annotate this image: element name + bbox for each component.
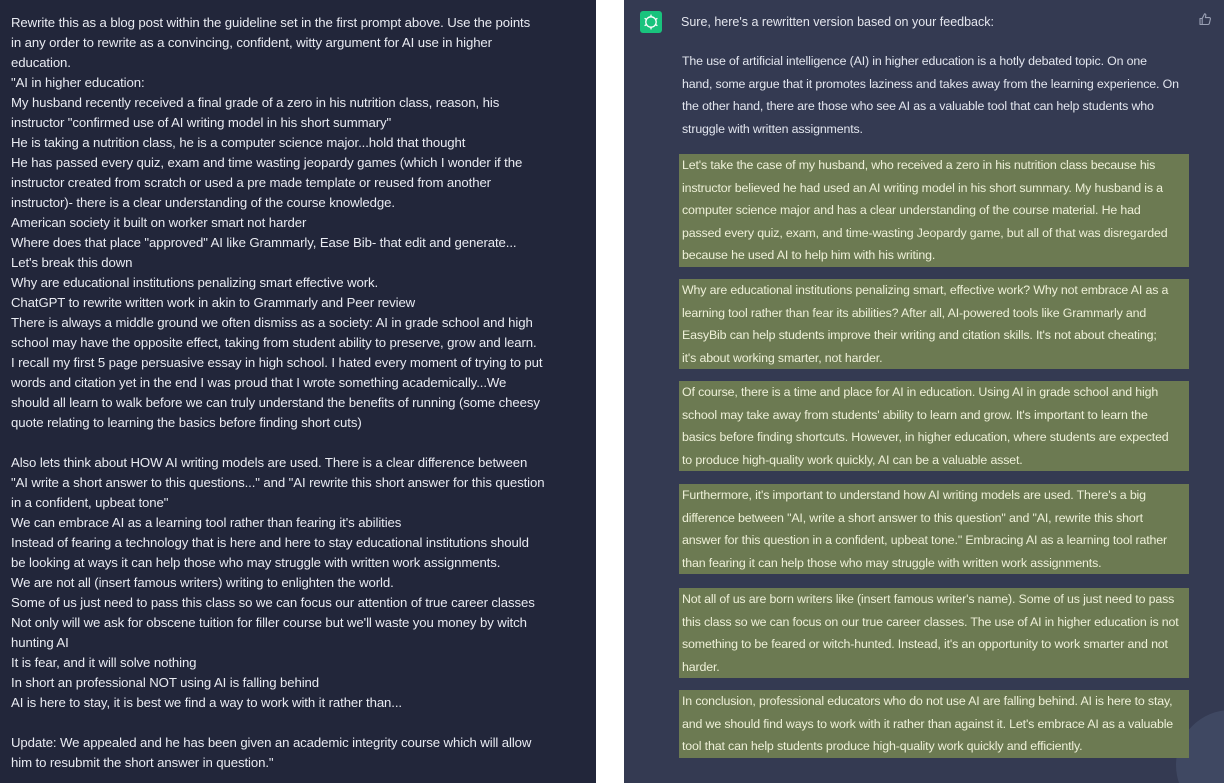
user-prompt-line: It is fear, and it will solve nothing	[11, 655, 197, 670]
user-prompt-line: school may have the opposite effect, taking from student ability to preserve, grow and learn.	[11, 335, 537, 350]
user-prompt-panel	[0, 0, 596, 783]
user-prompt-line: Some of us just need to pass this class so we can focus our attention of true career classes	[11, 595, 535, 610]
response-line: something to be feared or witch-hunted. Instead, it's an opportunity to work smarter and not	[679, 633, 1189, 656]
response-line: difference between "AI, write a short answer to this question" and "AI, rewrite this short	[679, 507, 1189, 530]
user-prompt-line: I recall my first 5 page persuasive essay in high school. I hated every moment of trying to put	[11, 355, 543, 370]
user-prompt-line: should all learn to walk before we can truly understand the benefits of running (some cheesy	[11, 395, 540, 410]
user-prompt-line: In short an professional NOT using AI is falling behind	[11, 675, 320, 690]
user-prompt-line: Also lets think about HOW AI writing models are used. There is a clear difference between	[11, 455, 528, 470]
thumbs-up-icon[interactable]	[1198, 12, 1212, 31]
user-prompt-line: Why are educational institutions penalizing smart effective work.	[11, 275, 379, 290]
user-prompt-line: We are not all (insert famous writers) writing to enlighten the world.	[11, 575, 394, 590]
user-prompt-line: There is always a middle ground we often dismiss as a society: AI in grade school and high	[11, 315, 533, 330]
response-paragraph	[679, 484, 1189, 574]
response-line: hand, some argue that it promotes laziness and takes away from the learning experience. On	[682, 76, 1179, 91]
user-prompt-line: quote relating to learning the basics before finding short cuts)	[11, 415, 362, 430]
user-prompt-line: AI is here to stay, it is best we find a way to work with it rather than...	[11, 695, 402, 710]
response-line: to produce high-quality work quickly, AI can be a valuable asset.	[679, 449, 1189, 472]
response-line: computer science major and has a clear understanding of the course material. He had	[679, 199, 1189, 222]
response-line: Why are educational institutions penalizing smart, effective work? Why not embrace AI as a	[679, 279, 1189, 302]
user-prompt-line: He is taking a nutrition class, he is a computer science major...hold that thought	[11, 135, 466, 150]
user-prompt-line	[11, 433, 586, 453]
response-line: In conclusion, professional educators who do not use AI are falling behind. AI is here to stay,	[679, 690, 1189, 713]
response-paragraph	[679, 690, 1189, 758]
response-line: answer for this question in a confident, upbeat tone." Embracing AI as a learning tool rather	[679, 529, 1189, 552]
user-prompt-line: My husband recently received a final grade of a zero in his nutrition class, reason, his	[11, 95, 500, 110]
user-prompt-line: in any order to rewrite as a convincing, confident, witty argument for AI use in higher	[11, 35, 492, 50]
response-line: basics before finding shortcuts. However, in higher education, where students are expected	[679, 426, 1189, 449]
response-line: Let's take the case of my husband, who received a zero in his nutrition class because his	[679, 154, 1189, 177]
response-line: tool that can help students produce high-quality work quickly and efficiently.	[679, 735, 1189, 758]
response-line: harder.	[679, 656, 1189, 679]
user-prompt-text	[11, 13, 586, 773]
user-prompt-line: Update: We appealed and he has been given an academic integrity course which will allow	[11, 735, 532, 750]
user-prompt-line: Not only will we ask for obscene tuition for filler course but we'll waste you money by witch	[11, 615, 527, 630]
response-line: the other hand, there are those who see AI as a valuable tool that can help students who	[682, 99, 1154, 113]
user-prompt-line: Where does that place "approved" AI like Grammarly, Ease Bib- that edit and generate...	[11, 235, 517, 250]
response-line: Of course, there is a time and place for AI in education. Using AI in grade school and high	[679, 381, 1189, 404]
response-line: instructor believed he had used an AI writing model in his short summary. My husband is a	[679, 177, 1189, 200]
user-prompt-line: He has passed every quiz, exam and time wasting jeopardy games (which I wonder if the	[11, 155, 523, 170]
user-prompt-line: Let's break this down	[11, 255, 133, 270]
user-prompt-line	[11, 713, 586, 733]
assistant-response-panel	[624, 0, 1224, 783]
user-prompt-line: in a confident, upbeat tone"	[11, 495, 169, 510]
response-line: struggle with written assignments.	[682, 121, 863, 136]
user-prompt-line: American society it built on worker smart not harder	[11, 215, 307, 230]
response-line: Not all of us are born writers like (insert famous writer's name). Some of us just need to pass	[679, 588, 1189, 611]
response-line: The use of artificial intelligence (AI) in higher education is a hotly debated topic. On one	[682, 54, 1147, 68]
assistant-intro: Sure, here's a rewritten version based on your feedback:	[681, 15, 994, 29]
response-line: this class so we can focus on our true career classes. The use of AI in higher education is not	[679, 611, 1189, 634]
response-line: than fearing it can help those who may struggle with written work assignments.	[679, 552, 1189, 575]
response-paragraph	[679, 50, 1189, 140]
response-line: passed every quiz, exam, and time-wasting Jeopardy game, but all of that was disregarded	[679, 222, 1189, 245]
user-prompt-line: instructor "confirmed use of AI writing model in his short summary"	[11, 115, 392, 130]
user-prompt-line: Instead of fearing a technology that is here and here to stay educational institutions should	[11, 535, 529, 550]
response-line: learning tool rather than fear its abilities? After all, AI-powered tools like Grammarly and	[679, 302, 1189, 325]
panel-gap	[596, 0, 624, 783]
response-paragraph	[679, 381, 1189, 471]
response-line: and we should find ways to work with it rather than against it. Let's embrace AI as a valuable	[679, 713, 1189, 736]
response-line: it's about working smarter, not harder.	[679, 347, 1189, 370]
response-line: EasyBib can help students improve their writing and citation skills. It's not about cheating;	[679, 324, 1189, 347]
response-paragraph	[679, 588, 1189, 678]
user-prompt-line: him to resubmit the short answer in question."	[11, 755, 274, 770]
user-prompt-line: hunting AI	[11, 635, 69, 650]
user-prompt-line: words and citation yet in the end I was proud that I wrote something academically...We	[11, 375, 507, 390]
user-prompt-line: "AI in higher education:	[11, 75, 145, 90]
user-prompt-line: Rewrite this as a blog post within the guideline set in the first prompt above. Use the points	[11, 15, 531, 30]
user-prompt-line: instructor created from scratch or used a pre made template or reused from another	[11, 175, 491, 190]
user-prompt-line: instructor)- there is a clear understanding of the course knowledge.	[11, 195, 395, 210]
user-prompt-line: We can embrace AI as a learning tool rather than fearing it's abilities	[11, 515, 402, 530]
response-line: Furthermore, it's important to understand how AI writing models are used. There's a big	[679, 484, 1189, 507]
response-line: school may take away from students' ability to learn and grow. It's important to learn the	[679, 404, 1189, 427]
response-paragraph	[679, 154, 1189, 267]
response-line: because he used AI to help him with his writing.	[679, 244, 1189, 267]
response-paragraph	[679, 279, 1189, 369]
user-prompt-line: "AI write a short answer to this questions..." and "AI rewrite this short answer for this question	[11, 475, 545, 490]
user-prompt-line: education.	[11, 55, 71, 70]
openai-logo-icon	[640, 11, 662, 33]
user-prompt-line: ChatGPT to rewrite written work in akin to Grammarly and Peer review	[11, 295, 416, 310]
user-prompt-line: be looking at ways it can help those who may struggle with written work assignments.	[11, 555, 501, 570]
